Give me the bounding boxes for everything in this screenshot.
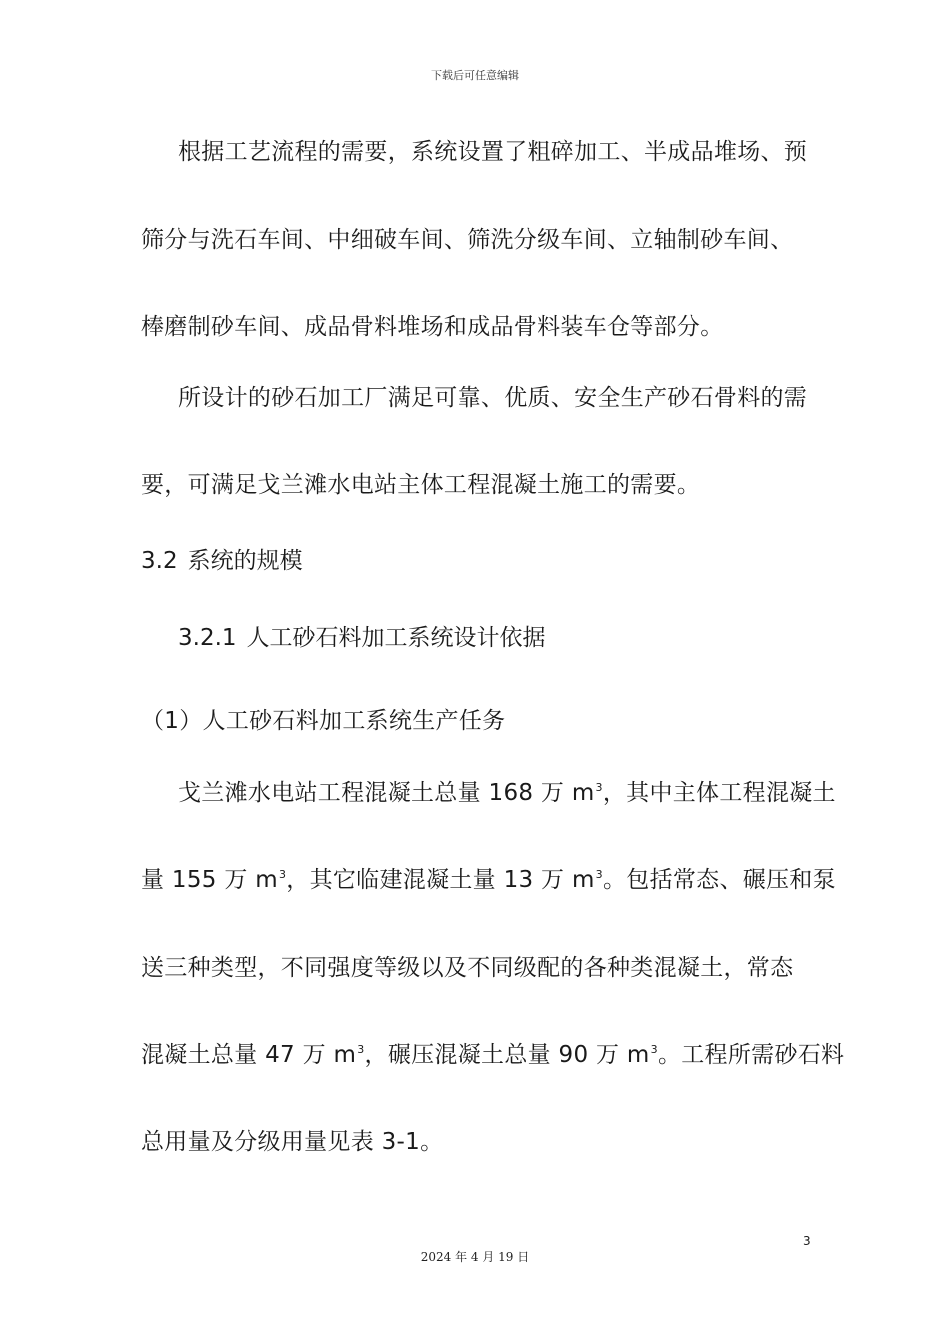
superscript-3: 3 [650,1043,658,1057]
superscript-3: 3 [595,868,603,882]
section-number: 3.2 [141,548,178,574]
paragraph-3-line-2 [141,865,836,895]
paragraph-1-line-3: 棒磨制砂车间、成品骨料堆场和成品骨料装车仓等部分。 [141,314,724,340]
paragraph-2-line-2: 要，可满足戈兰滩水电站主体工程混凝土施工的需要。 [141,472,701,498]
list-item-1: （1）人工砂石料加工系统生产任务 [141,708,506,734]
text-run: 混凝土总量 47 万 m [141,1042,357,1068]
text-run: 。工程所需砂石料 [657,1042,845,1068]
paragraph-1-line-2: 筛分与洗石车间、中细破车间、筛洗分级车间、立轴制砂车间、 [141,227,794,253]
paragraph-3-line-3: 送三种类型，不同强度等级以及不同级配的各种类混凝土，常态 [141,955,794,981]
text-run: ，碾压混凝土总量 90 万 m [364,1042,650,1068]
footer-date: 2024 年 4 月 19 日 [420,1250,530,1264]
subsection-number: 3.2.1 [178,625,237,651]
paragraph-3-line-5: 总用量及分级用量见表 3-1。 [141,1129,444,1155]
text-run: 量 155 万 m [141,867,278,893]
superscript-3: 3 [357,1043,365,1057]
page-number: 3 [803,1234,811,1248]
text-run: 。包括常态、碾压和泵 [602,867,836,893]
page-header: 下载后可任意编辑 [431,69,519,82]
text-run: 戈兰滩水电站工程混凝土总量 168 万 m [178,780,595,806]
section-heading-3-2-1 [178,623,546,653]
text-run: ，其它临建混凝土量 13 万 m [286,867,595,893]
paragraph-2-line-1: 所设计的砂石加工厂满足可靠、优质、安全生产砂石骨料的需 [178,385,808,411]
section-heading-3-2 [141,546,303,576]
paragraph-3-line-1 [178,778,836,808]
superscript-3: 3 [595,781,603,795]
text-run: ，其中主体工程混凝土 [602,780,836,806]
subsection-title: 人工砂石料加工系统设计依据 [246,625,546,651]
paragraph-3-line-4 [141,1040,844,1070]
section-title: 系统的规模 [187,548,303,574]
superscript-3: 3 [278,868,287,882]
paragraph-1-line-1: 根据工艺流程的需要，系统设置了粗碎加工、半成品堆场、预 [178,139,808,165]
